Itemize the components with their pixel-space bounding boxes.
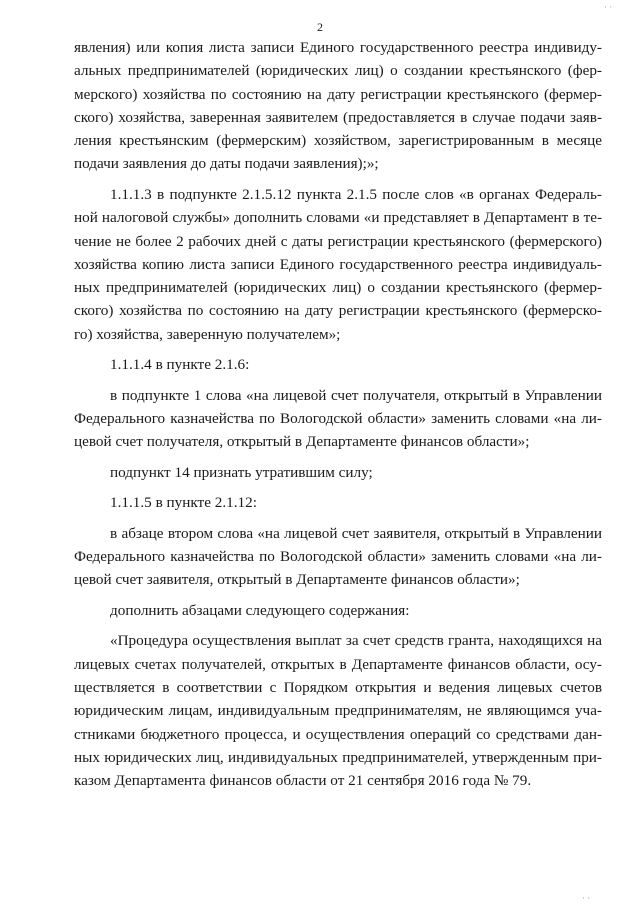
paragraph bbox=[74, 461, 602, 484]
text-line: ществляется в соответствии с Порядком открытия и ведения лицевых счетов bbox=[74, 678, 602, 696]
text-line: мерского) хозяйства по состоянию на дату регистрации крестьянского (фермер- bbox=[74, 85, 602, 103]
text-line: Федерального казначейства по Вологодской области» заменить словами «на ли- bbox=[74, 548, 602, 566]
text-line: альных предпринимателей (юридических лиц) о создании крестьянского (фер- bbox=[74, 62, 602, 80]
text-line: подачи заявления до даты подачи заявления);»; bbox=[74, 155, 379, 173]
text-line: ных юридических лиц, индивидуальных предпринимателей, утвержденным при- bbox=[74, 748, 602, 766]
text-line: явления) или копия листа записи Единого государственного реестра индивиду- bbox=[74, 39, 602, 56]
text-line: лицевых счетах получателей, открытых в Департаменте финансов области, осу- bbox=[74, 655, 602, 673]
text-line: в подпункте 1 слова «на лицевой счет получателя, открытый в Управлении bbox=[110, 386, 602, 404]
text-line: в абзаце втором слова «на лицевой счет заявителя, открытый в Управлении bbox=[110, 524, 602, 542]
text-line: Федерального казначейства по Вологодской области» заменить словами «на ли- bbox=[74, 410, 602, 428]
page-number: 2 bbox=[317, 20, 323, 34]
scan-mark-top: · · bbox=[604, 2, 613, 12]
paragraph bbox=[74, 384, 602, 454]
text-line: ского) хозяйства по состоянию на дату регистрации крестьянского (фермерско- bbox=[74, 302, 602, 320]
text-line: го) хозяйства, заверенную получателем»; bbox=[74, 325, 341, 343]
text-line: ского) хозяйства, заверенная заявителем (предоставляется в случае подачи заяв- bbox=[74, 108, 602, 126]
paragraph bbox=[74, 183, 602, 346]
text-line: чение не более 2 рабочих дней с даты регистрации крестьянского (фермерского) bbox=[74, 232, 602, 250]
text-line: ных предпринимателей (юридических лиц) о создании крестьянского (фермер- bbox=[74, 279, 602, 297]
text-line: подпункт 14 признать утратившим силу; bbox=[110, 463, 373, 481]
text-line: 1.1.1.4 в пункте 2.1.6: bbox=[110, 356, 250, 374]
paragraph bbox=[74, 36, 602, 176]
paragraph bbox=[74, 491, 602, 514]
text-line: цевой счет заявителя, открытый в Департаменте финансов области»; bbox=[74, 571, 520, 589]
scan-mark-bottom: · · bbox=[582, 893, 591, 903]
paragraph bbox=[74, 522, 602, 592]
paragraph bbox=[74, 629, 602, 792]
text-line: ной налоговой службы» дополнить словами «и представляет в Департамент в те- bbox=[74, 209, 602, 227]
document-body bbox=[74, 36, 602, 800]
text-line: 1.1.1.3 в подпункте 2.1.5.12 пункта 2.1.5 после слов «в органах Федераль- bbox=[110, 185, 602, 203]
text-line: хозяйства копию листа записи Единого государственного реестра индивидуаль- bbox=[74, 255, 602, 273]
paragraph bbox=[74, 353, 602, 376]
text-line: 1.1.1.5 в пункте 2.1.12: bbox=[110, 494, 257, 512]
text-line: ления крестьянским (фермерским) хозяйством, зарегистрированным в месяце bbox=[74, 132, 602, 150]
paragraph bbox=[74, 599, 602, 622]
text-line: дополнить абзацами следующего содержания: bbox=[110, 601, 410, 619]
text-line: цевой счет получателя, открытый в Департаменте финансов области»; bbox=[74, 433, 530, 451]
text-line: юридическим лицам, индивидуальным предпринимателям, не являющимся уча- bbox=[74, 702, 602, 720]
text-line: казом Департамента финансов области от 21 сентября 2016 года № 79. bbox=[74, 772, 532, 790]
text-line: «Процедура осуществления выплат за счет средств гранта, находящихся на bbox=[110, 632, 602, 650]
text-line: стниками бюджетного процесса, и осуществления операций со средствами дан- bbox=[74, 725, 602, 743]
